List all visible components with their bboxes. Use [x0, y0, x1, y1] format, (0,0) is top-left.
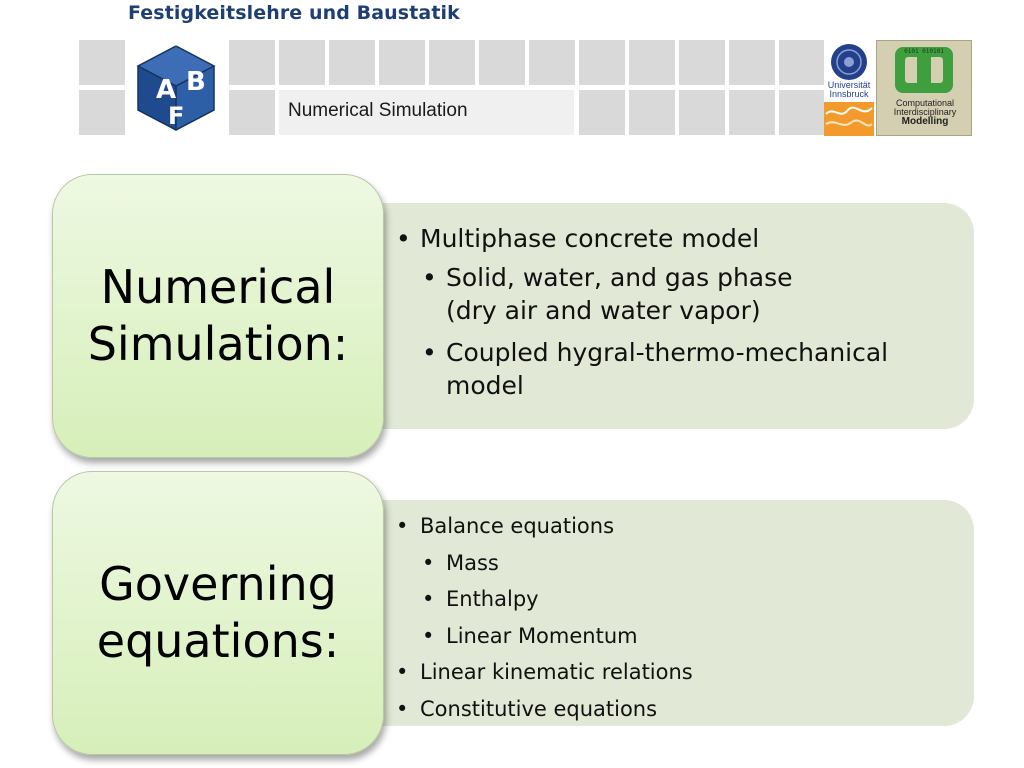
header-tile [679, 40, 725, 85]
list-item: • Multiphase concrete model [396, 224, 760, 253]
header-tile [629, 90, 675, 135]
header-tile [79, 40, 125, 85]
block1-label [88, 259, 349, 374]
cim-emblem-icon [877, 41, 971, 101]
list-item: • Mass [422, 550, 499, 575]
header-tile [729, 40, 775, 85]
block1-label-box [52, 174, 384, 458]
university-logo-line-1: Universität [827, 80, 871, 90]
header-tile [229, 90, 275, 135]
block1-label-line-1: Numerical [100, 259, 336, 314]
abf-cube-icon [128, 40, 224, 136]
list-item-text: Multiphase concrete model [420, 224, 760, 253]
list-item-text: Linear kinematic relations [420, 660, 693, 685]
list-item-continuation: (dry air and water vapor) [446, 296, 761, 325]
header-tile [529, 40, 575, 85]
list-item-text: Mass [446, 550, 499, 575]
university-logo-line-2: Innsbruck [829, 89, 869, 99]
block1-label-line-2: Simulation: [87, 317, 349, 371]
block1-bullet-list [396, 222, 966, 402]
block2-label-box [52, 471, 384, 755]
block2-label [97, 556, 339, 671]
cim-logo-line-1: Computational [895, 98, 955, 108]
cim-logo-text [881, 99, 969, 126]
header-tile [479, 40, 525, 85]
cim-logo [876, 40, 972, 136]
abf-letter-a: A [156, 75, 177, 105]
header-tile [229, 40, 275, 85]
list-item: • Solid, water, and gas phase (dry air and water vapor) [396, 261, 966, 327]
header-tile [729, 90, 775, 135]
slide-subtitle: Numerical Simulation [288, 100, 468, 121]
list-item: • Linear Momentum [422, 623, 638, 648]
list-item: • Balance equations [396, 514, 615, 538]
list-item-text: Balance equations [420, 514, 615, 538]
header-tile [379, 40, 425, 85]
header-tile [329, 40, 375, 85]
abf-letter-f: F [168, 102, 185, 130]
cim-logo-line-3: Modelling [901, 116, 949, 127]
block2-label-line-1: Governing [99, 556, 337, 611]
header-tile [779, 90, 825, 135]
header-tile [429, 40, 475, 85]
header-tile [629, 40, 675, 85]
header-tile [279, 40, 325, 85]
block2-label-line-2: equations: [96, 614, 340, 668]
list-item-text: Solid, water, and gas phase [446, 263, 793, 292]
list-item: • Linear kinematic relations [396, 660, 693, 685]
list-item-text: Enthalpy [446, 587, 539, 612]
abf-logo [128, 40, 224, 136]
header-tile [79, 90, 125, 135]
list-item: • Constitutive equations [396, 696, 658, 721]
abf-letter-b: B [186, 67, 206, 97]
university-seal-icon [824, 40, 874, 136]
list-item-text: Coupled hygral-thermo-mechanical [446, 338, 889, 367]
list-item: • Coupled hygral-thermo-mechanical model [396, 336, 966, 402]
header-tile [779, 40, 825, 85]
course-title: Festigkeitslehre und Baustatik [128, 2, 460, 24]
list-item-text: Linear Momentum [446, 623, 638, 648]
header-tile [679, 90, 725, 135]
cim-logo-line-2: Interdisciplinary [893, 107, 957, 117]
list-item-text: Constitutive equations [420, 696, 658, 721]
header-tile [579, 40, 625, 85]
header-tile [579, 90, 625, 135]
list-item-continuation: model [446, 371, 524, 400]
university-logo [824, 40, 874, 136]
block2-bullet-list [396, 508, 966, 728]
list-item: • Enthalpy [422, 587, 539, 612]
svg-text:0101 010101: 0101 010101 [904, 48, 944, 55]
